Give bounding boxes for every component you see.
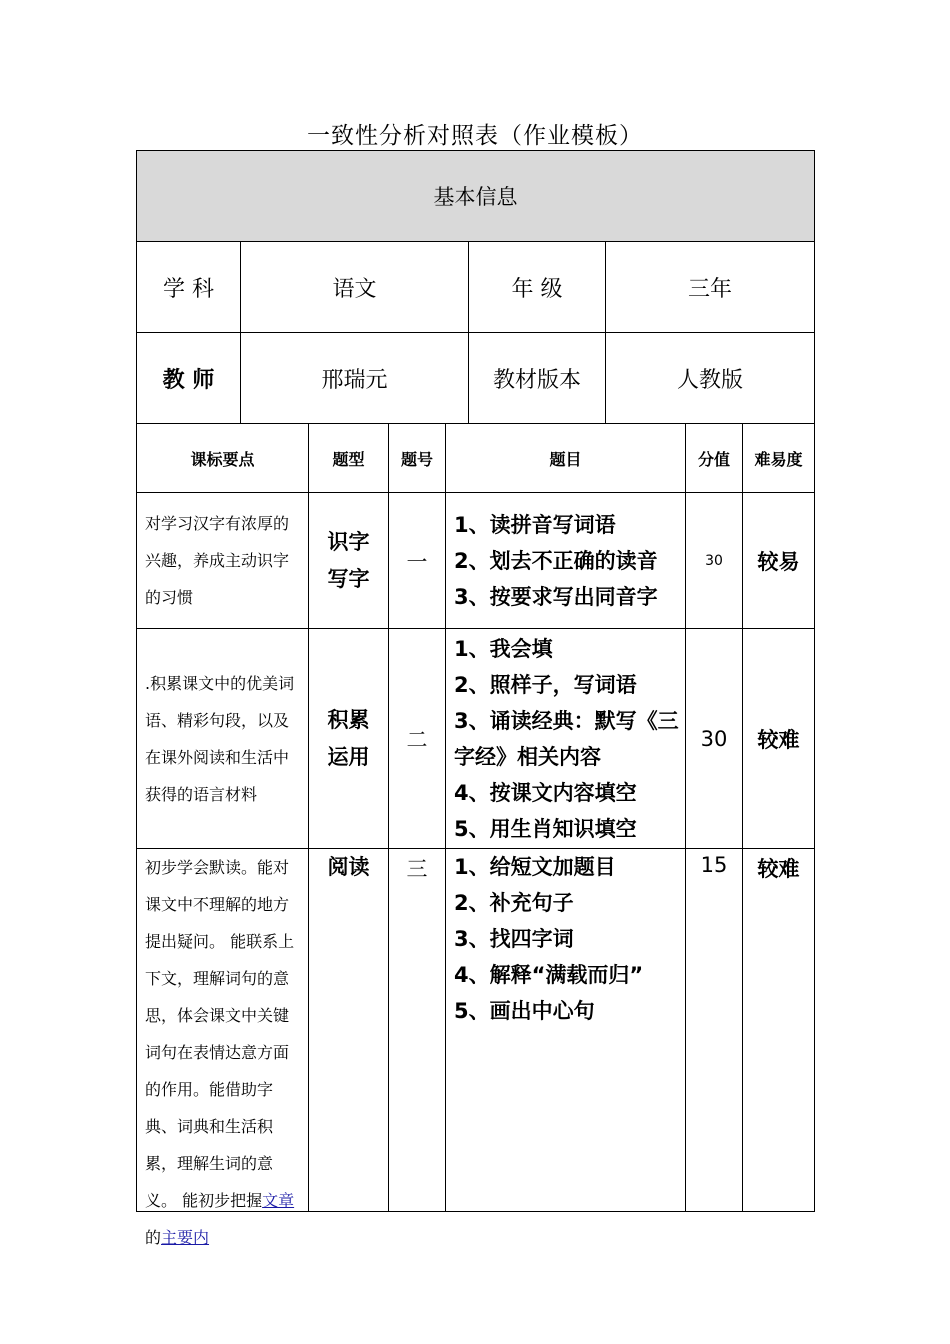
question-item: 1、读拼音写词语 [454,512,616,537]
standard-text-part: 的 [145,1228,162,1247]
question-item: 4、解释“满载而归” [454,963,644,987]
question-item: 2、划去不正确的读音 [454,548,658,573]
difficulty-cell: 较难 [757,857,800,881]
analysis-table [136,150,815,1247]
type-cell: 识字写字 [309,493,389,628]
score-cell: 15 [686,849,743,1211]
table-row [137,493,814,629]
question-item: 4、按课文内容填空 [454,780,637,805]
edition-value: 人教版 [676,367,743,393]
question-item: 1、我会填 [454,636,553,661]
standard-cell [137,849,309,1247]
edition-label: 教材版本 [469,333,606,423]
article-link[interactable]: 文章 [262,1191,295,1210]
teacher-value: 邢瑞元 [241,333,469,423]
teacher-label: 教 师 [137,333,241,423]
subject-label: 学 科 [137,242,241,332]
table-row [137,849,814,1247]
type-cell: 积累运用 [309,629,389,848]
subject-value: 语文 [241,242,469,332]
score-cell: 30 [686,493,743,628]
question-item: 5、画出中心句 [454,999,595,1023]
number-cell: 三 [389,849,446,1211]
grade-value: 三年 [687,276,732,302]
col-question: 题目 [446,424,686,492]
question-cell [446,493,686,628]
grade-label: 年 级 [469,242,606,332]
info-row-subject [137,242,814,333]
question-item: 5、用生肖知识填空 [454,816,637,841]
question-cell [446,629,686,848]
col-score: 分值 [686,424,743,492]
page-title: 一致性分析对照表（作业模板） [307,123,643,149]
table-row [137,629,814,849]
question-item: 1、给短文加题目 [454,855,616,879]
type-cell: 阅读 [309,849,389,1211]
standard-text [145,849,302,1256]
question-item: 2、照样子，写词语 [454,672,637,697]
question-cell [446,849,686,1211]
col-standard: 课标要点 [137,424,309,492]
info-row-teacher [137,333,814,424]
col-type: 题型 [309,424,389,492]
standard-cell [137,629,309,848]
question-item: 3、按要求写出同音字 [454,584,658,609]
standard-text: 对学习汉字有浓厚的兴趣，养成主动识字的习惯 [145,514,290,607]
column-header-row [137,424,814,493]
number-cell: 二 [389,629,446,848]
question-item: 3、诵读经典：默写《三字经》相关内容 [454,708,679,769]
difficulty-cell: 较难 [757,727,800,752]
standard-text-part: 初步学会默读。能对课文中不理解的地方提出疑问。 能联系上下文，理解词句的意思，体会课文中关键词句在表情达意方面的作用。能借助字典、词典和生活积累，理解生词的意义。 能初步把握 [145,858,295,1210]
standard-text: .积累课文中的优美词语、精彩句段，以及在课外阅读和生活中获得的语言材料 [145,673,295,804]
col-difficulty: 难易度 [754,449,803,469]
main-content-link[interactable]: 主要内 [161,1228,210,1247]
col-number: 题号 [389,424,446,492]
question-item: 3、找四字词 [454,927,574,951]
standard-cell [137,493,309,628]
question-item: 2、补充句子 [454,891,574,915]
section-header: 基本信息 [137,151,814,242]
score-cell: 30 [686,629,743,848]
number-cell: 一 [389,493,446,628]
difficulty-cell: 较易 [757,549,800,574]
